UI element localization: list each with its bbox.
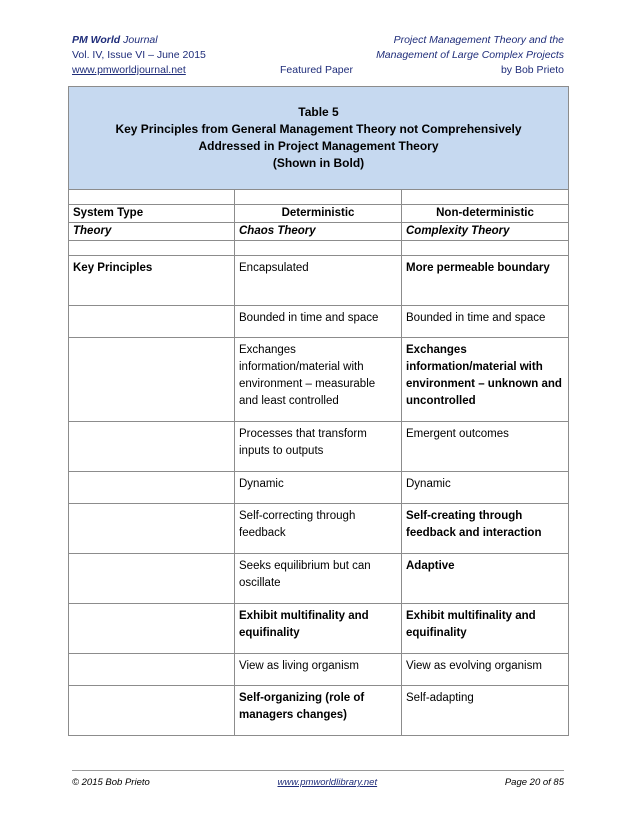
nondet-cell: Exhibit multifinality and equifinality [402,604,569,654]
copyright: © 2015 Bob Prieto [72,777,150,788]
det-cell: Dynamic [235,472,402,504]
nondet-cell: View as evolving organism [402,654,569,686]
complexity-theory-cell: Complexity Theory [402,223,569,241]
table-title-note: (Shown in Bold) [272,156,365,170]
nondet-cell: Self-adapting [402,686,569,736]
library-link[interactable]: www.pmworldlibrary.net [277,777,378,788]
journal-website-link[interactable]: www.pmworldjournal.net [72,64,186,76]
table-number: Table 5 [298,105,339,119]
non-deterministic-header: Non-deterministic [402,205,569,223]
nondet-cell: More permeable boundary [402,256,569,306]
nondet-cell: Emergent outcomes [402,422,569,472]
article-title-line2: Management of Large Complex Projects [376,49,564,61]
det-cell: Seeks equilibrium but can oscillate [235,554,402,604]
nondet-cell: Adaptive [402,554,569,604]
section-label: Featured Paper [280,64,353,76]
nondet-cell: Self-creating through feedback and interaction [402,504,569,554]
theory-label: Theory [69,223,235,241]
issue-info: Vol. IV, Issue VI – June 2015 [72,49,206,61]
nondet-cell: Dynamic [402,472,569,504]
article-title-line1: Project Management Theory and the [393,34,564,46]
table-title-line: Addressed in Project Management Theory [198,139,439,153]
det-cell: Encapsulated [235,256,402,306]
det-cell: Processes that transform inputs to outputs [235,422,402,472]
chaos-theory-cell: Chaos Theory [235,223,402,241]
page-header [72,33,564,78]
system-type-label: System Type [69,205,235,223]
det-cell: Self-correcting through feedback [235,504,402,554]
principles-table [68,86,569,736]
det-cell: Bounded in time and space [235,306,402,338]
table-title-line: Key Principles from General Management Theory not Comprehensively [115,122,522,136]
author-byline: by Bob Prieto [500,64,564,76]
nondet-cell: Exchanges information/material with environment – unknown and uncontrolled [402,338,569,422]
nondet-cell: Bounded in time and space [402,306,569,338]
key-principles-label: Key Principles [69,256,235,306]
page-number: Page 20 of 85 [504,777,564,788]
journal-name: PM World Journal [72,34,158,46]
det-cell: View as living organism [235,654,402,686]
det-cell: Self-organizing (role of managers changes) [235,686,402,736]
table-title [69,87,569,190]
det-cell: Exhibit multifinality and equifinality [235,604,402,654]
det-cell: Exchanges information/material with environment – measurable and least controlled [235,338,402,422]
deterministic-header: Deterministic [235,205,402,223]
page-footer [72,770,564,788]
